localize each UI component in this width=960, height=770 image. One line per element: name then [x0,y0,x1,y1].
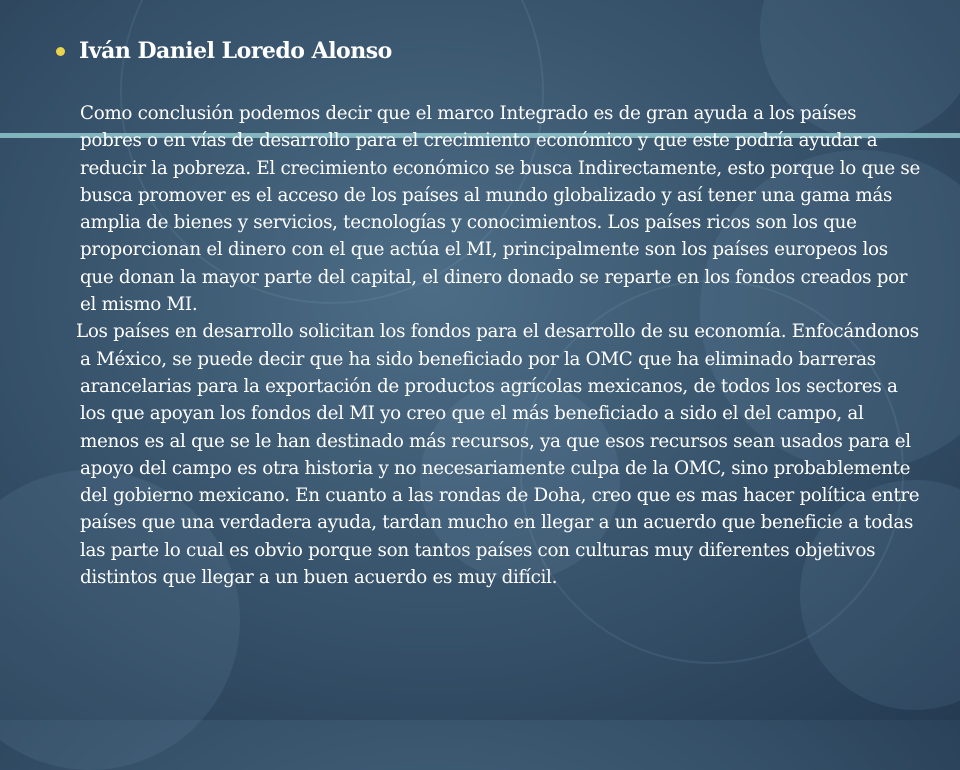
author-bullet-item [56,36,392,66]
author-name: Iván Daniel Loredo Alonso [79,38,392,64]
slide-body [60,100,920,591]
conclusion-paragraph-1: Como conclusión podemos decir que el marco Integrado es de gran ayuda a los países pobres o en vías de desarrollo para el crecimiento económico y que este podría ayudar a reducir la pobreza. El crecimiento económico se busca Indirectamente, esto porque lo que se busca promover es el acceso de los países al mundo globalizado y así tener una gama más amplia de bienes y servicios, tecnologías y conocimientos. Los países ricos son los que proporcionan el dinero con el que actúa el MI, principalmente son los países europeos los que donan la mayor parte del capital, el dinero donado se reparte en los fondos creados por el mismo MI. [80,103,920,316]
bullet-icon [56,47,65,56]
conclusion-paragraph-2: Los países en desarrollo solicitan los fondos para el desarrollo de su economía. Enfocándonos a México, se puede decir que ha sido beneficiado por la OMC que ha eliminado barreras arancelarias para la exportación de productos agrícolas mexicanos, de todos los sectores a los que apoyan los fondos del MI yo creo que el más beneficiado a sido el del campo, al menos es al que se le han destinado más recursos, ya que esos recursos sean usados para el apoyo del campo es otra historia y no necesariamente culpa de la OMC, sino probablemente del gobierno mexicano. En cuanto a las rondas de Doha, creo que es mas hacer política entre países que una verdadera ayuda, tardan mucho en llegar a un acuerdo que beneficie a todas las parte lo cual es obvio porque son tantos países con culturas muy diferentes objetivos distintos que llegar a un buen acuerdo es muy difícil. [76,321,920,589]
